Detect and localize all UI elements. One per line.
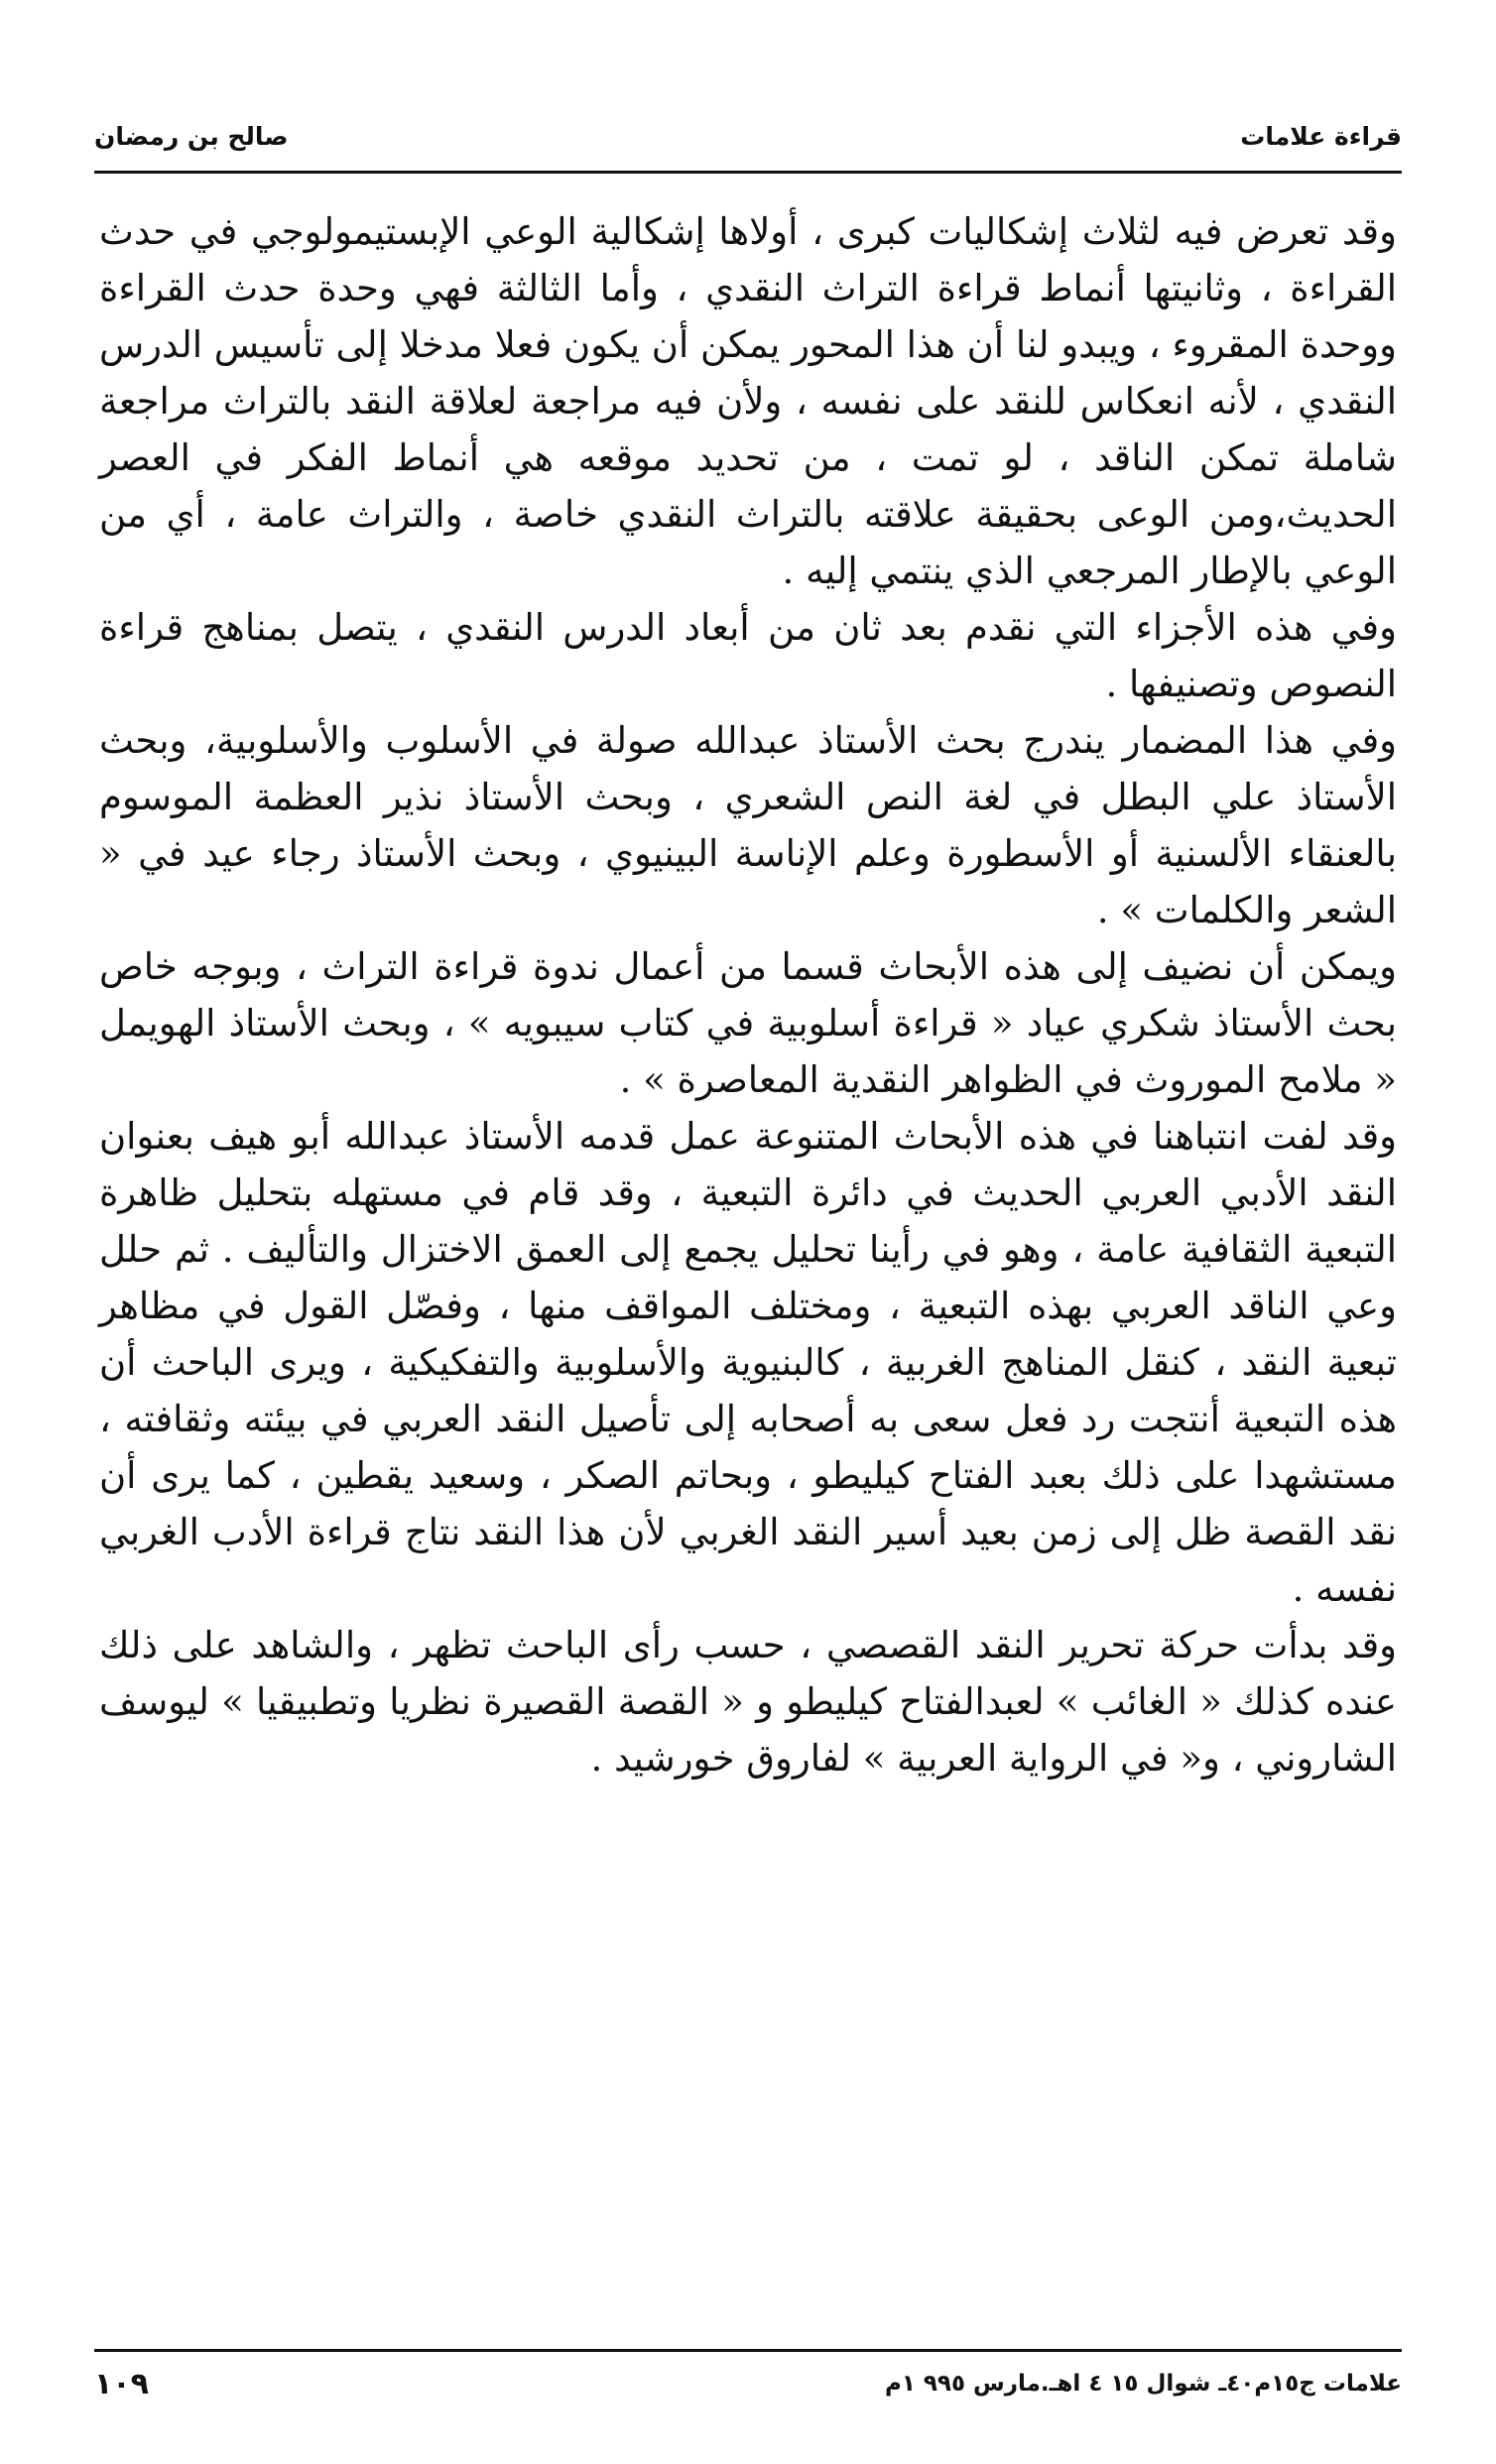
paragraph-4: ويمكن أن نضيف إلى هذه الأبحاث قسما من أعمال ندوة قراءة التراث ، وبوجه خاص بحث الأستاذ شكري عياد « قراءة أسلوبية في كتاب سيبويه » ، وبحث الأستاذ الهويمل « ملامح الموروث في الظواهر النقدية المعاصرة » . xyxy=(99,945,1397,1101)
paragraph-2: وفي هذه الأجزاء التي نقدم بعد ثان من أبعاد الدرس النقدي ، يتصل بمناهج قراءة النصوص وتصنيفها . xyxy=(99,606,1397,705)
paragraph-1: وقد تعرض فيه لثلاث إشكاليات كبرى ، أولاها إشكالية الوعي الإبستيمولوجي في حدث القراءة ، وثانيتها أنماط قراءة التراث النقدي ، وأما الثالثة فهي وحدة حدث القراءة ووحدة المقروء ، ويبدو لنا أن هذا المحور يمكن أن يكون فعلا مدخلا إلى تأسيس الدرس النقدي ، لأنه انعكاس للنقد على نفسه ، ولأن فيه مراجعة لعلاقة النقد بالتراث مراجعة شاملة تمكن الناقد ، لو تمت ، من تحديد موقعه هي أنماط الفكر في العصر الحديث،ومن الوعى بحقيقة علاقته بالتراث النقدي خاصة ، والتراث عامة ، أي من الوعي بالإطار المرجعي الذي ينتمي إليه . xyxy=(99,210,1397,592)
author-name: صالح بن رمضان xyxy=(94,121,289,151)
page-footer xyxy=(94,2359,1402,2408)
header-rule xyxy=(94,171,1402,174)
footer-rule xyxy=(94,2349,1402,2352)
paragraph-6: وقد بدأت حركة تحرير النقد القصصي ، حسب رأى الباحث تظهر ، والشاهد على ذلك عنده كذلك « الغائب » لعبدالفتاح كيليطو و « القصة القصيرة نظريا وتطبيقيا » ليوسف الشاروني ، و« في الرواية العربية » لفاروق خورشيد . xyxy=(99,1624,1397,1780)
paragraph-3: وفي هذا المضمار يندرج بحث الأستاذ عبدالله صولة في الأسلوب والأسلوبية، وبحث الأستاذ علي البطل في لغة النص الشعري ، وبحث الأستاذ نذير العظمة الموسوم بالعنقاء الألسنية أو الأسطورة وعلم الإناسة البينيوي ، وبحث الأستاذ رجاء عيد في « الشعر والكلمات » . xyxy=(99,719,1397,931)
paragraph-5: وقد لفت انتباهنا في هذه الأبحاث المتنوعة عمل قدمه الأستاذ عبدالله أبو هيف بعنوان النقد الأدبي العربي الحديث في دائرة التبعية ، وقد قام في مستهله بتحليل ظاهرة التبعية الثقافية عامة ، وهو في رأينا تحليل يجمع إلى العمق الاختزال والتأليف . ثم حلل وعي الناقد العربي بهذه التبعية ، ومختلف المواقف منها ، وفصّل القول في مظاهر تبعية النقد ، كنقل المناهج الغربية ، كالبنيوية والأسلوبية والتفكيكية ، ويرى الباحث أن هذه التبعية أنتجت رد فعل سعى به أصحابه إلى تأصيل النقد العربي في بيئته وثقافته ، مستشهدا على ذلك بعبد الفتاح كيليطو ، وبحاتم الصكر ، وسعيد يقطين ، كما يرى أن نقد القصة ظل إلى زمن بعيد أسير النقد الغربي لأن هذا النقد نتاج قراءة الأدب الغربي نفسه . xyxy=(99,1115,1397,1610)
running-header xyxy=(94,111,1402,161)
journal-title: قراءة علامات xyxy=(1240,121,1402,151)
page-number: ١٠٩ xyxy=(94,2366,149,2402)
issue-info: علامات ج١٥م٤٠ـ شوال ١٥ ٤ اهـ.مارس ٩٩٥ ١م xyxy=(884,2371,1402,2397)
article-body xyxy=(99,203,1397,1786)
